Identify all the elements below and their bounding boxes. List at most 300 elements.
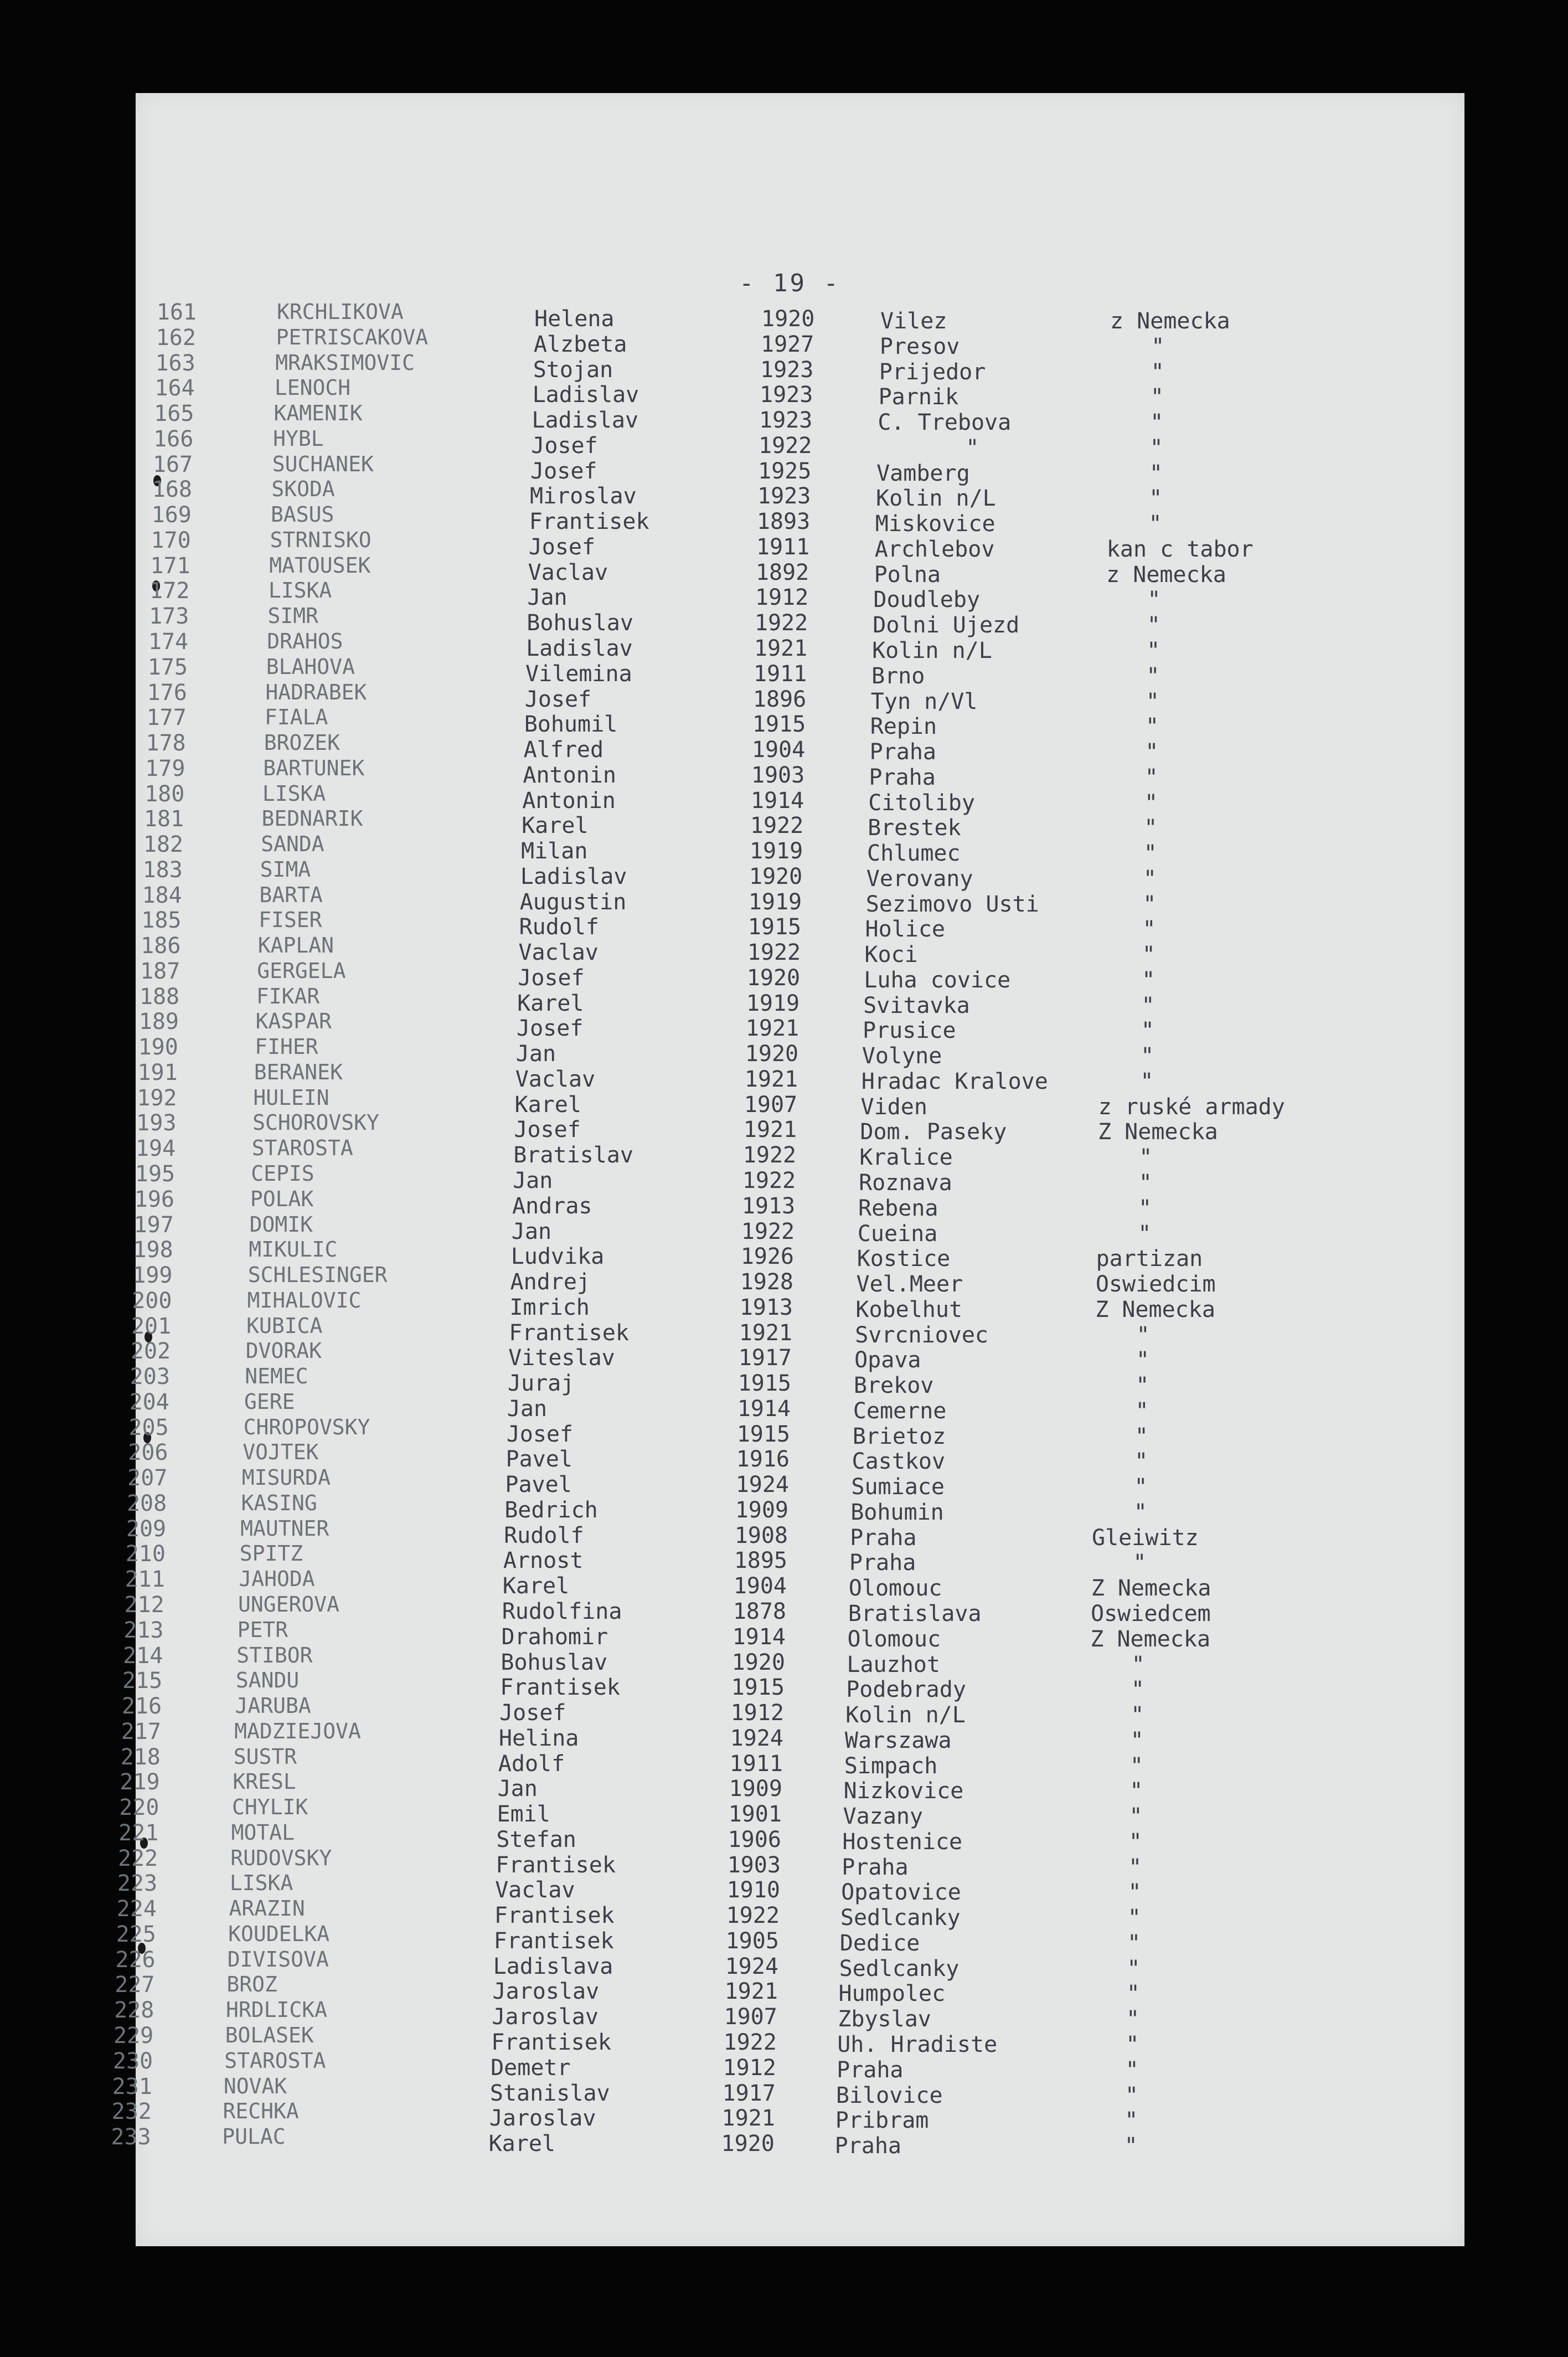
entry-surname: HYBL <box>273 426 324 451</box>
register-list <box>111 93 1464 2246</box>
register-row <box>116 1921 1464 1956</box>
entry-number: 204 <box>129 1389 169 1415</box>
entry-surname: STRNISKO <box>270 527 372 552</box>
entry-number: 187 <box>140 958 180 984</box>
entry-birthplace: Nizkovice <box>843 1778 964 1804</box>
register-row <box>135 1136 1464 1171</box>
entry-birth-year: 1922 <box>754 610 808 636</box>
entry-first-name: Karel <box>488 2131 556 2157</box>
entry-birthplace: Vel.Meer <box>856 1272 963 1297</box>
entry-birth-year: 1922 <box>742 1168 796 1193</box>
entry-note: " <box>1125 2108 1138 2134</box>
entry-note: Oswiedcim <box>1095 1272 1216 1297</box>
register-row <box>136 781 1464 816</box>
entry-surname: HADRABEK <box>265 680 367 704</box>
entry-birthplace: Bilovice <box>835 2082 943 2108</box>
entry-number: 214 <box>123 1643 163 1669</box>
register-row <box>136 882 1464 917</box>
entry-birth-year: 1923 <box>759 408 813 434</box>
entry-surname: SUCHANEK <box>272 451 374 476</box>
entry-note: " <box>1144 815 1158 841</box>
entry-surname: HRDLICKA <box>226 1998 328 2023</box>
entry-surname: MADZIEJOVA <box>234 1718 361 1743</box>
entry-note: " <box>1147 587 1161 613</box>
entry-surname: STIBOR <box>236 1643 313 1668</box>
entry-surname: RUDOVSKY <box>230 1845 332 1870</box>
entry-birth-year: 1909 <box>729 1776 782 1802</box>
register-row <box>132 1288 1464 1322</box>
entry-birthplace: Brietoz <box>852 1423 946 1449</box>
entry-number: 193 <box>136 1110 177 1136</box>
register-row <box>113 2023 1464 2057</box>
entry-first-name: Viteslav <box>508 1345 615 1371</box>
entry-birthplace: Kostice <box>857 1246 951 1272</box>
entry-number: 203 <box>130 1364 170 1390</box>
entry-surname: DVORAK <box>245 1339 322 1363</box>
register-row <box>136 755 1464 790</box>
register-row <box>112 2048 1464 2083</box>
register-row <box>127 1465 1464 1500</box>
entry-note: " <box>1136 1322 1150 1348</box>
entry-number: 189 <box>138 1009 179 1035</box>
entry-surname: KRCHLIKOVA <box>277 300 404 324</box>
entry-note: " <box>1129 1804 1143 1830</box>
entry-birthplace: Prijedor <box>879 359 986 385</box>
entry-number: 206 <box>128 1440 168 1466</box>
entry-birth-year: 1923 <box>757 483 811 510</box>
entry-first-name: Ladislav <box>526 635 633 661</box>
register-row <box>130 1339 1464 1373</box>
entry-birthplace: C. Trebova <box>878 410 1012 436</box>
entry-first-name: Frantisek <box>529 509 649 535</box>
entry-first-name: Frantisek <box>491 2029 611 2055</box>
entry-birth-year: 1915 <box>737 1371 792 1397</box>
entry-surname: STAROSTA <box>251 1136 353 1161</box>
register-row <box>133 1212 1464 1247</box>
register-row <box>136 933 1464 968</box>
entry-surname: LENOCH <box>274 375 351 400</box>
entry-birth-year: 1920 <box>761 306 815 332</box>
entry-note: Z Nemecka <box>1090 1626 1211 1652</box>
entry-birthplace: Verovany <box>866 866 973 892</box>
entry-first-name: Antonin <box>523 762 616 788</box>
register-row <box>129 1389 1464 1424</box>
entry-note: partizan <box>1096 1246 1203 1272</box>
register-row <box>136 1009 1464 1044</box>
entry-birth-year: 1924 <box>730 1725 783 1751</box>
entry-first-name: Juraj <box>507 1371 575 1397</box>
entry-birth-year: 1911 <box>729 1751 783 1777</box>
entry-surname: LISKA <box>262 781 326 806</box>
entry-birth-year: 1920 <box>745 1041 799 1067</box>
entry-number: 211 <box>125 1567 165 1593</box>
entry-number: 196 <box>134 1186 174 1212</box>
entry-first-name: Jan <box>515 1041 556 1067</box>
entry-birth-year: 1919 <box>746 990 800 1016</box>
entry-birthplace: Rebena <box>858 1195 938 1221</box>
entry-note: " <box>1136 1347 1149 1373</box>
entry-note: " <box>1142 967 1156 993</box>
register-row <box>136 401 1464 436</box>
entry-first-name: Bedrich <box>504 1497 598 1523</box>
entry-birthplace: Opatovice <box>841 1880 961 1906</box>
entry-surname: BEDNARIK <box>261 806 363 831</box>
entry-note: z ruské armady <box>1098 1094 1285 1120</box>
entry-number: 174 <box>148 629 189 655</box>
entry-note: " <box>1131 1651 1145 1677</box>
entry-birthplace: Simpach <box>844 1753 938 1779</box>
entry-first-name: Vaclav <box>515 1066 596 1092</box>
entry-birth-year: 1906 <box>728 1826 781 1852</box>
entry-note: " <box>1129 1753 1143 1779</box>
entry-birth-year: 1926 <box>740 1244 795 1270</box>
entry-birth-year: 1913 <box>739 1294 793 1320</box>
register-row <box>117 1845 1464 1880</box>
entry-note: " <box>1144 790 1158 816</box>
entry-note: " <box>1142 942 1156 968</box>
entry-birth-year: 1908 <box>734 1522 788 1548</box>
register-row <box>136 654 1464 689</box>
entry-note: " <box>1141 1043 1154 1069</box>
entry-note: " <box>1138 1195 1152 1221</box>
register-row <box>136 1110 1464 1145</box>
entry-number: 231 <box>112 2073 152 2099</box>
entry-number: 169 <box>151 502 192 528</box>
entry-first-name: Helina <box>498 1725 579 1751</box>
entry-note: " <box>1128 1829 1142 1855</box>
entry-note: " <box>1141 992 1155 1018</box>
register-row <box>117 1871 1464 1906</box>
entry-birthplace: Vamberg <box>876 460 970 486</box>
register-row <box>123 1617 1464 1652</box>
entry-first-name: Jaroslav <box>489 2106 596 2132</box>
entry-note: " <box>1149 486 1163 512</box>
entry-birth-year: 1919 <box>748 889 802 915</box>
entry-surname: MIKULIC <box>249 1237 338 1262</box>
register-row <box>111 2099 1464 2134</box>
entry-birthplace: Pribram <box>835 2108 929 2134</box>
entry-note: " <box>1148 511 1162 537</box>
entry-birth-year: 1922 <box>747 940 801 966</box>
entry-surname: MISURDA <box>241 1465 331 1490</box>
entry-note: " <box>1126 2031 1139 2057</box>
register-row <box>136 477 1464 512</box>
register-row <box>121 1718 1464 1753</box>
register-row <box>111 2124 1464 2159</box>
entry-birthplace: Dom. Paseky <box>860 1119 1007 1145</box>
entry-first-name: Alzbeta <box>533 331 627 357</box>
entry-birth-year: 1917 <box>738 1345 792 1371</box>
entry-surname: MOTAL <box>231 1820 295 1845</box>
entry-surname: BLAHOVA <box>266 654 355 679</box>
register-row <box>118 1820 1464 1855</box>
entry-birthplace: Castkov <box>852 1449 946 1475</box>
entry-surname: SKODA <box>271 477 335 502</box>
entry-birthplace: Presov <box>879 333 960 359</box>
entry-birthplace: Sedlcanky <box>839 1955 960 1982</box>
entry-birth-year: 1893 <box>756 509 811 535</box>
register-row <box>136 426 1464 461</box>
entry-birth-year: 1915 <box>736 1421 791 1447</box>
entry-birthplace: Brestek <box>868 815 961 841</box>
entry-birthplace: Hostenice <box>842 1829 963 1855</box>
entry-first-name: Andras <box>512 1193 592 1219</box>
entry-first-name: Bohuslav <box>501 1649 608 1675</box>
entry-first-name: Jan <box>527 585 568 611</box>
entry-birth-year: 1922 <box>726 1903 780 1929</box>
entry-first-name: Rudolfina <box>502 1599 622 1624</box>
register-row <box>136 325 1464 359</box>
entry-number: 185 <box>141 908 182 934</box>
register-row <box>125 1567 1464 1602</box>
entry-first-name: Josef <box>506 1421 574 1447</box>
entry-number: 179 <box>145 755 185 781</box>
entry-number: 200 <box>132 1288 172 1314</box>
entry-surname: CEPIS <box>251 1161 314 1186</box>
entry-first-name: Jan <box>507 1396 548 1422</box>
entry-number: 201 <box>131 1313 172 1339</box>
entry-birth-year: 1921 <box>743 1117 797 1143</box>
entry-birthplace: Vilez <box>880 308 947 334</box>
register-row <box>124 1592 1464 1627</box>
entry-first-name: Frantisek <box>500 1675 620 1701</box>
register-row <box>115 1947 1464 1982</box>
entry-first-name: Jan <box>511 1218 552 1244</box>
register-row <box>128 1414 1464 1449</box>
register-row <box>136 604 1464 639</box>
entry-number: 217 <box>121 1718 161 1744</box>
entry-birthplace: Praha <box>842 1854 909 1880</box>
entry-number: 230 <box>112 2048 153 2074</box>
entry-first-name: Frantisek <box>509 1320 629 1346</box>
entry-surname: SANDA <box>261 832 324 856</box>
entry-surname: POLAK <box>250 1186 314 1211</box>
entry-first-name: Josef <box>531 433 598 459</box>
entry-number: 181 <box>143 806 184 832</box>
entry-first-name: Karel <box>514 1092 581 1118</box>
entry-birth-year: 1910 <box>726 1877 780 1903</box>
entry-birth-year: 1903 <box>751 762 805 788</box>
entry-birthplace: Repin <box>870 714 937 740</box>
entry-first-name: Frantisek <box>496 1852 616 1878</box>
entry-first-name: Rudolf <box>504 1522 584 1548</box>
register-row <box>136 958 1464 993</box>
entry-first-name: Antonin <box>522 788 616 814</box>
entry-birth-year: 1921 <box>739 1320 793 1346</box>
entry-birthplace: Hradac Kralove <box>861 1068 1048 1094</box>
entry-note: " <box>1146 688 1159 714</box>
entry-surname: DOMIK <box>249 1212 313 1237</box>
entry-number: 178 <box>146 730 186 756</box>
entry-number: 183 <box>142 857 183 883</box>
entry-surname: LISKA <box>268 578 332 603</box>
entry-birthplace: Koci <box>864 942 918 968</box>
entry-birthplace: Zbyslav <box>838 2006 931 2032</box>
entry-surname: MAUTNER <box>240 1516 329 1541</box>
entry-birth-year: 1921 <box>754 635 808 661</box>
entry-birth-year: 1907 <box>724 2004 777 2030</box>
register-row <box>134 1186 1464 1221</box>
entry-birthplace: Olomouc <box>848 1576 942 1602</box>
entry-number: 173 <box>149 604 189 630</box>
entry-first-name: Helena <box>534 306 615 332</box>
entry-first-name: Andrej <box>510 1269 590 1295</box>
entry-note: " <box>1139 1145 1153 1171</box>
entry-number: 191 <box>137 1059 178 1085</box>
entry-birthplace: Praha <box>869 764 936 790</box>
entry-note: " <box>1147 637 1160 663</box>
entry-note: " <box>1143 866 1157 892</box>
entry-note: kan c tabor <box>1106 536 1254 562</box>
entry-surname: MRAKSIMOVIC <box>275 350 415 375</box>
entry-first-name: Bratislav <box>513 1143 633 1169</box>
entry-surname: MATOUSEK <box>269 553 371 578</box>
entry-surname: NEMEC <box>245 1364 308 1389</box>
entry-note: " <box>1136 1373 1149 1399</box>
entry-birthplace: Viden <box>860 1094 927 1120</box>
entry-first-name: Vaclav <box>528 559 608 585</box>
entry-number: 218 <box>120 1744 161 1770</box>
entry-birthplace: Lauzhot <box>847 1651 940 1677</box>
entry-birth-year: 1923 <box>760 382 813 408</box>
entry-surname: DRAHOS <box>267 629 343 653</box>
entry-birthplace: Cemerne <box>853 1398 947 1424</box>
entry-note: Oswiedcem <box>1091 1601 1211 1627</box>
entry-surname: CHROPOVSKY <box>243 1414 370 1439</box>
entry-first-name: Josef <box>514 1117 581 1143</box>
entry-birthplace: Sedlcanky <box>840 1905 961 1931</box>
entry-surname: FIKAR <box>256 984 320 1008</box>
register-row <box>136 908 1464 943</box>
entry-first-name: Stefan <box>496 1826 576 1852</box>
register-row <box>136 502 1464 537</box>
register-row <box>136 578 1464 613</box>
entry-number: 213 <box>123 1617 164 1643</box>
entry-note: " <box>1149 460 1163 486</box>
entry-note: " <box>1126 2006 1140 2032</box>
entry-surname: KAMENIK <box>274 401 363 426</box>
entry-surname: FISER <box>259 908 322 933</box>
register-row <box>116 1896 1464 1931</box>
entry-birth-year: 1905 <box>725 1928 779 1954</box>
entry-first-name: Josef <box>524 686 592 712</box>
entry-note: " <box>1138 1170 1152 1196</box>
entry-note: " <box>1134 1474 1148 1500</box>
entry-first-name: Frantisek <box>493 1928 614 1954</box>
entry-number: 216 <box>121 1694 162 1719</box>
entry-birthplace: Warszawa <box>844 1727 952 1753</box>
entry-birth-year: 1924 <box>725 1953 778 1979</box>
entry-number: 188 <box>139 984 180 1010</box>
entry-birth-year: 1912 <box>730 1700 784 1726</box>
entry-surname: BROZEK <box>264 730 340 755</box>
register-row <box>126 1490 1464 1525</box>
entry-surname: BERANEK <box>254 1059 343 1084</box>
entry-first-name: Josef <box>530 458 597 484</box>
register-row <box>136 984 1464 1018</box>
entry-birthplace: Bratislava <box>848 1601 982 1627</box>
entry-note: z Nemecka <box>1106 562 1226 588</box>
entry-note: " <box>1128 1854 1142 1880</box>
entry-number: 208 <box>126 1490 167 1516</box>
entry-note: Gleiwitz <box>1092 1525 1199 1551</box>
register-row <box>136 806 1464 841</box>
register-row <box>125 1541 1464 1576</box>
entry-birth-year: 1914 <box>737 1396 791 1422</box>
entry-number: 233 <box>111 2124 151 2150</box>
entry-surname: JAHODA <box>239 1567 315 1592</box>
entry-note: " <box>1134 1449 1148 1475</box>
entry-number: 227 <box>115 1972 155 1998</box>
entry-number: 225 <box>116 1921 156 1947</box>
entry-birth-year: 1911 <box>753 661 807 687</box>
register-row <box>120 1744 1464 1779</box>
entry-number: 210 <box>125 1541 166 1567</box>
entry-note: " <box>1127 1905 1141 1931</box>
entry-surname: PETR <box>237 1617 288 1642</box>
entry-first-name: Drahomir <box>501 1624 608 1650</box>
entry-number: 161 <box>156 300 197 325</box>
register-row <box>136 730 1464 765</box>
entry-first-name: Pavel <box>506 1447 572 1473</box>
entry-first-name: Imrich <box>509 1294 590 1320</box>
entry-first-name: Alfred <box>523 737 604 763</box>
entry-birth-year: 1922 <box>741 1218 795 1244</box>
entry-number: 221 <box>118 1820 159 1846</box>
entry-birthplace: Sezimovo Usti <box>865 891 1039 917</box>
entry-birthplace: Tyn n/Vl <box>870 688 978 714</box>
entry-birthplace: Polna <box>874 562 941 588</box>
entry-first-name: Stojan <box>533 357 613 383</box>
entry-birth-year: 1920 <box>749 863 803 889</box>
entry-birth-year: 1925 <box>758 458 812 484</box>
entry-note: " <box>1133 1550 1147 1576</box>
entry-number: 165 <box>154 401 194 427</box>
entry-birthplace: Praha <box>834 2133 902 2159</box>
entry-birth-year: 1921 <box>744 1066 798 1092</box>
entry-note: " <box>1126 1981 1140 2007</box>
entry-birthplace: Sumiace <box>851 1474 945 1500</box>
entry-note: " <box>1125 2057 1139 2083</box>
entry-surname: KAPLAN <box>257 933 334 958</box>
entry-birthplace: Dolni Ujezd <box>873 613 1020 639</box>
entry-birthplace: Praha <box>869 739 937 765</box>
entry-number: 162 <box>156 325 196 351</box>
entry-birthplace: Holice <box>865 917 945 943</box>
entry-first-name: Ladislava <box>493 1953 613 1979</box>
entry-number: 166 <box>153 426 194 452</box>
entry-note: " <box>1141 1018 1154 1044</box>
entry-birthplace: Opava <box>854 1347 921 1373</box>
entry-surname: HULEIN <box>253 1085 329 1110</box>
entry-first-name: Stanislav <box>489 2080 610 2106</box>
entry-number: 195 <box>135 1161 176 1187</box>
register-row <box>126 1516 1464 1551</box>
entry-first-name: Ludvika <box>510 1244 605 1270</box>
entry-number: 197 <box>133 1212 174 1238</box>
register-row <box>136 553 1464 588</box>
entry-note: " <box>1146 663 1160 689</box>
entry-first-name: Pavel <box>505 1472 572 1498</box>
register-row <box>119 1795 1464 1830</box>
entry-number: 224 <box>116 1896 157 1922</box>
entry-number: 175 <box>147 654 188 680</box>
entry-birthplace: Praha <box>849 1550 916 1576</box>
register-row <box>136 705 1464 740</box>
entry-birth-year: 1878 <box>733 1599 787 1624</box>
entry-surname: SIMA <box>260 857 311 882</box>
entry-number: 226 <box>115 1947 156 1973</box>
